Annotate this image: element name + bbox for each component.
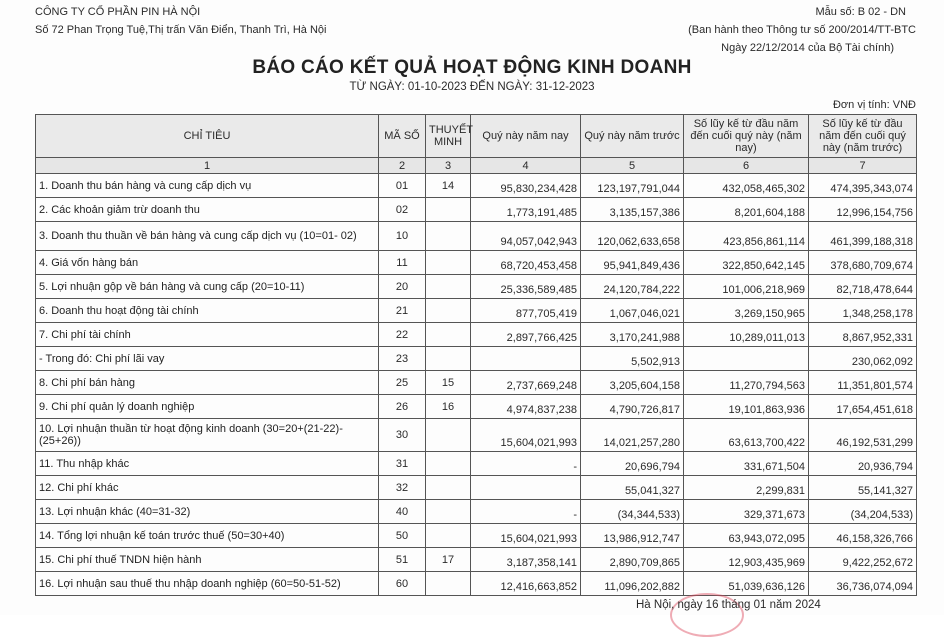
col-header: THUYẾT MINH (426, 115, 471, 158)
cell-label: 15. Chi phí thuế TNDN hiện hành (36, 548, 379, 572)
cell-q-prev: 3,170,241,988 (581, 323, 684, 347)
cell-q-prev: 123,197,791,044 (581, 174, 684, 198)
cell-q-cur: 15,604,021,993 (471, 524, 581, 548)
form-number: Mẫu số: B 02 - DN (815, 6, 906, 18)
cell-q-prev: 3,135,157,386 (581, 198, 684, 222)
cell-ytd-prev: 378,680,709,674 (809, 251, 917, 275)
cell-note: 16 (426, 395, 471, 419)
cell-label: 5. Lợi nhuận gộp về bán hàng và cung cấp (20=10-11) (36, 275, 379, 299)
cell-ytd-prev: 82,718,478,644 (809, 275, 917, 299)
cell-label: 9. Chi phí quản lý doanh nghiệp (36, 395, 379, 419)
col-header: Quý này năm trước (581, 115, 684, 158)
cell-q-prev: 11,096,202,882 (581, 572, 684, 596)
table-row (36, 476, 917, 500)
table-row (36, 395, 917, 419)
cell-code: 21 (379, 299, 426, 323)
cell-q-prev: 120,062,633,658 (581, 222, 684, 251)
cell-ytd-prev: 36,736,074,094 (809, 572, 917, 596)
cell-ytd-prev: 46,192,531,299 (809, 419, 917, 452)
cell-ytd-cur: 322,850,642,145 (684, 251, 809, 275)
cell-ytd-prev: 46,158,326,766 (809, 524, 917, 548)
cell-ytd-cur (684, 347, 809, 371)
cell-q-prev: 13,986,912,747 (581, 524, 684, 548)
col-header: Số lũy kế từ đầu năm đến cuối quý này (năm nay) (684, 115, 809, 158)
table-row (36, 500, 917, 524)
table-row (36, 251, 917, 275)
cell-ytd-cur: 329,371,673 (684, 500, 809, 524)
cell-code: 51 (379, 548, 426, 572)
cell-q-cur: 15,604,021,993 (471, 419, 581, 452)
cell-note (426, 275, 471, 299)
cell-label: - Trong đó: Chi phí lãi vay (36, 347, 379, 371)
col-number: 7 (809, 158, 917, 174)
cell-q-cur: 3,187,358,141 (471, 548, 581, 572)
cell-label: 4. Giá vốn hàng bán (36, 251, 379, 275)
cell-note: 14 (426, 174, 471, 198)
cell-code: 02 (379, 198, 426, 222)
cell-code: 60 (379, 572, 426, 596)
cell-code: 22 (379, 323, 426, 347)
table-row (36, 347, 917, 371)
cell-q-cur: - (471, 452, 581, 476)
cell-ytd-prev: 1,348,258,178 (809, 299, 917, 323)
cell-ytd-cur: 10,289,011,013 (684, 323, 809, 347)
table-row (36, 371, 917, 395)
cell-code: 26 (379, 395, 426, 419)
table-row (36, 452, 917, 476)
cell-note (426, 500, 471, 524)
cell-ytd-cur: 19,101,863,936 (684, 395, 809, 419)
cell-ytd-prev: (34,204,533) (809, 500, 917, 524)
cell-label: 1. Doanh thu bán hàng và cung cấp dịch vụ (36, 174, 379, 198)
cell-note (426, 299, 471, 323)
cell-note (426, 323, 471, 347)
report-period: TỪ NGÀY: 01-10-2023 ĐẾN NGÀY: 31-12-2023 (349, 81, 595, 93)
cell-ytd-cur: 8,201,604,188 (684, 198, 809, 222)
cell-code: 01 (379, 174, 426, 198)
cell-label: 8. Chi phí bán hàng (36, 371, 379, 395)
table-row (36, 524, 917, 548)
col-number: 5 (581, 158, 684, 174)
table-row (36, 548, 917, 572)
cell-ytd-prev: 8,867,952,331 (809, 323, 917, 347)
cell-ytd-cur: 63,943,072,095 (684, 524, 809, 548)
cell-label: 7. Chi phí tài chính (36, 323, 379, 347)
cell-q-prev: 55,041,327 (581, 476, 684, 500)
cell-ytd-prev: 461,399,188,318 (809, 222, 917, 251)
issued-date: Ngày 22/12/2014 của Bộ Tài chính) (721, 42, 894, 54)
cell-q-cur: 2,897,766,425 (471, 323, 581, 347)
cell-label: 11. Thu nhập khác (36, 452, 379, 476)
cell-q-cur: 94,057,042,943 (471, 222, 581, 251)
cell-q-cur: - (471, 500, 581, 524)
table-row (36, 323, 917, 347)
cell-q-prev: 20,696,794 (581, 452, 684, 476)
cell-label: 3. Doanh thu thuần về bán hàng và cung cấp dịch vụ (10=01- 02) (36, 222, 379, 251)
cell-code: 11 (379, 251, 426, 275)
cell-q-prev: 4,790,726,817 (581, 395, 684, 419)
cell-ytd-prev: 11,351,801,574 (809, 371, 917, 395)
cell-q-prev: 1,067,046,021 (581, 299, 684, 323)
cell-label: 16. Lợi nhuận sau thuế thu nhập doanh nghiệp (60=50-51-52) (36, 572, 379, 596)
cell-label: 2. Các khoản giảm trừ doanh thu (36, 198, 379, 222)
cell-q-cur: 2,737,669,248 (471, 371, 581, 395)
cell-q-cur: 25,336,589,485 (471, 275, 581, 299)
cell-q-prev: 24,120,784,222 (581, 275, 684, 299)
issued-by: (Ban hành theo Thông tư số 200/2014/TT-BTC (688, 24, 916, 36)
col-number: 4 (471, 158, 581, 174)
cell-note (426, 222, 471, 251)
table-row (36, 419, 917, 452)
cell-note (426, 419, 471, 452)
cell-ytd-cur: 63,613,700,422 (684, 419, 809, 452)
company-address: Số 72 Phan Trọng Tuệ,Thị trấn Văn Điển, Thanh Trì, Hà Nội (35, 24, 327, 36)
report-title: BÁO CÁO KẾT QUẢ HOẠT ĐỘNG KINH DOANH (252, 57, 692, 78)
cell-q-prev: (34,344,533) (581, 500, 684, 524)
cell-ytd-prev: 230,062,092 (809, 347, 917, 371)
cell-ytd-cur: 101,006,218,969 (684, 275, 809, 299)
cell-ytd-cur: 331,671,504 (684, 452, 809, 476)
currency-unit: Đơn vị tính: VNĐ (832, 99, 916, 111)
cell-ytd-cur: 12,903,435,969 (684, 548, 809, 572)
cell-q-cur: 1,773,191,485 (471, 198, 581, 222)
cell-code: 10 (379, 222, 426, 251)
cell-q-cur (471, 347, 581, 371)
cell-note (426, 476, 471, 500)
cell-label: 10. Lợi nhuận thuần từ hoạt động kinh doanh (30=20+(21-22)-(25+26)) (36, 419, 379, 452)
cell-code: 20 (379, 275, 426, 299)
cell-ytd-cur: 2,299,831 (684, 476, 809, 500)
cell-label: 6. Doanh thu hoạt động tài chính (36, 299, 379, 323)
cell-ytd-prev: 9,422,252,672 (809, 548, 917, 572)
cell-label: 12. Chi phí khác (36, 476, 379, 500)
cell-note (426, 251, 471, 275)
table-row (36, 222, 917, 251)
cell-ytd-prev: 17,654,451,618 (809, 395, 917, 419)
cell-code: 30 (379, 419, 426, 452)
cell-note (426, 198, 471, 222)
cell-code: 32 (379, 476, 426, 500)
cell-label: 13. Lợi nhuận khác (40=31-32) (36, 500, 379, 524)
col-number: 3 (426, 158, 471, 174)
table-row (36, 275, 917, 299)
cell-q-prev: 2,890,709,865 (581, 548, 684, 572)
income-statement-table (35, 114, 917, 596)
cell-label: 14. Tổng lợi nhuận kế toán trước thuế (50=30+40) (36, 524, 379, 548)
col-number: 2 (379, 158, 426, 174)
cell-ytd-cur: 3,269,150,965 (684, 299, 809, 323)
col-number: 6 (684, 158, 809, 174)
cell-code: 25 (379, 371, 426, 395)
cell-ytd-cur: 11,270,794,563 (684, 371, 809, 395)
table-row (36, 198, 917, 222)
cell-q-cur: 68,720,453,458 (471, 251, 581, 275)
cell-code: 23 (379, 347, 426, 371)
cell-ytd-cur: 423,856,861,114 (684, 222, 809, 251)
cell-q-prev: 3,205,604,158 (581, 371, 684, 395)
cell-note (426, 524, 471, 548)
cell-ytd-prev: 474,395,343,074 (809, 174, 917, 198)
cell-note (426, 452, 471, 476)
table-row (36, 174, 917, 198)
col-header: Số lũy kế từ đầu năm đến cuối quý này (năm trước) (809, 115, 917, 158)
cell-ytd-prev: 20,936,794 (809, 452, 917, 476)
cell-note (426, 572, 471, 596)
cell-code: 50 (379, 524, 426, 548)
cell-q-cur: 12,416,663,852 (471, 572, 581, 596)
col-header: Quý này năm nay (471, 115, 581, 158)
col-header: CHỈ TIÊU (36, 115, 379, 158)
table-row (36, 299, 917, 323)
cell-code: 40 (379, 500, 426, 524)
cell-q-cur: 877,705,419 (471, 299, 581, 323)
col-header: MÃ SỐ (379, 115, 426, 158)
cell-q-prev: 14,021,257,280 (581, 419, 684, 452)
table-row (36, 572, 917, 596)
cell-ytd-cur: 51,039,636,126 (684, 572, 809, 596)
cell-ytd-cur: 432,058,465,302 (684, 174, 809, 198)
cell-q-cur (471, 476, 581, 500)
cell-q-cur: 4,974,837,238 (471, 395, 581, 419)
cell-ytd-prev: 12,996,154,756 (809, 198, 917, 222)
cell-q-cur: 95,830,234,428 (471, 174, 581, 198)
cell-note: 15 (426, 371, 471, 395)
cell-note (426, 347, 471, 371)
cell-q-prev: 5,502,913 (581, 347, 684, 371)
col-number: 1 (36, 158, 379, 174)
cell-note: 17 (426, 548, 471, 572)
place-date: Hà Nội, ngày 16 tháng 01 năm 2024 (636, 599, 821, 611)
cell-ytd-prev: 55,141,327 (809, 476, 917, 500)
cell-q-prev: 95,941,849,436 (581, 251, 684, 275)
company-name: CÔNG TY CỔ PHẦN PIN HÀ NỘI (35, 6, 201, 18)
cell-code: 31 (379, 452, 426, 476)
